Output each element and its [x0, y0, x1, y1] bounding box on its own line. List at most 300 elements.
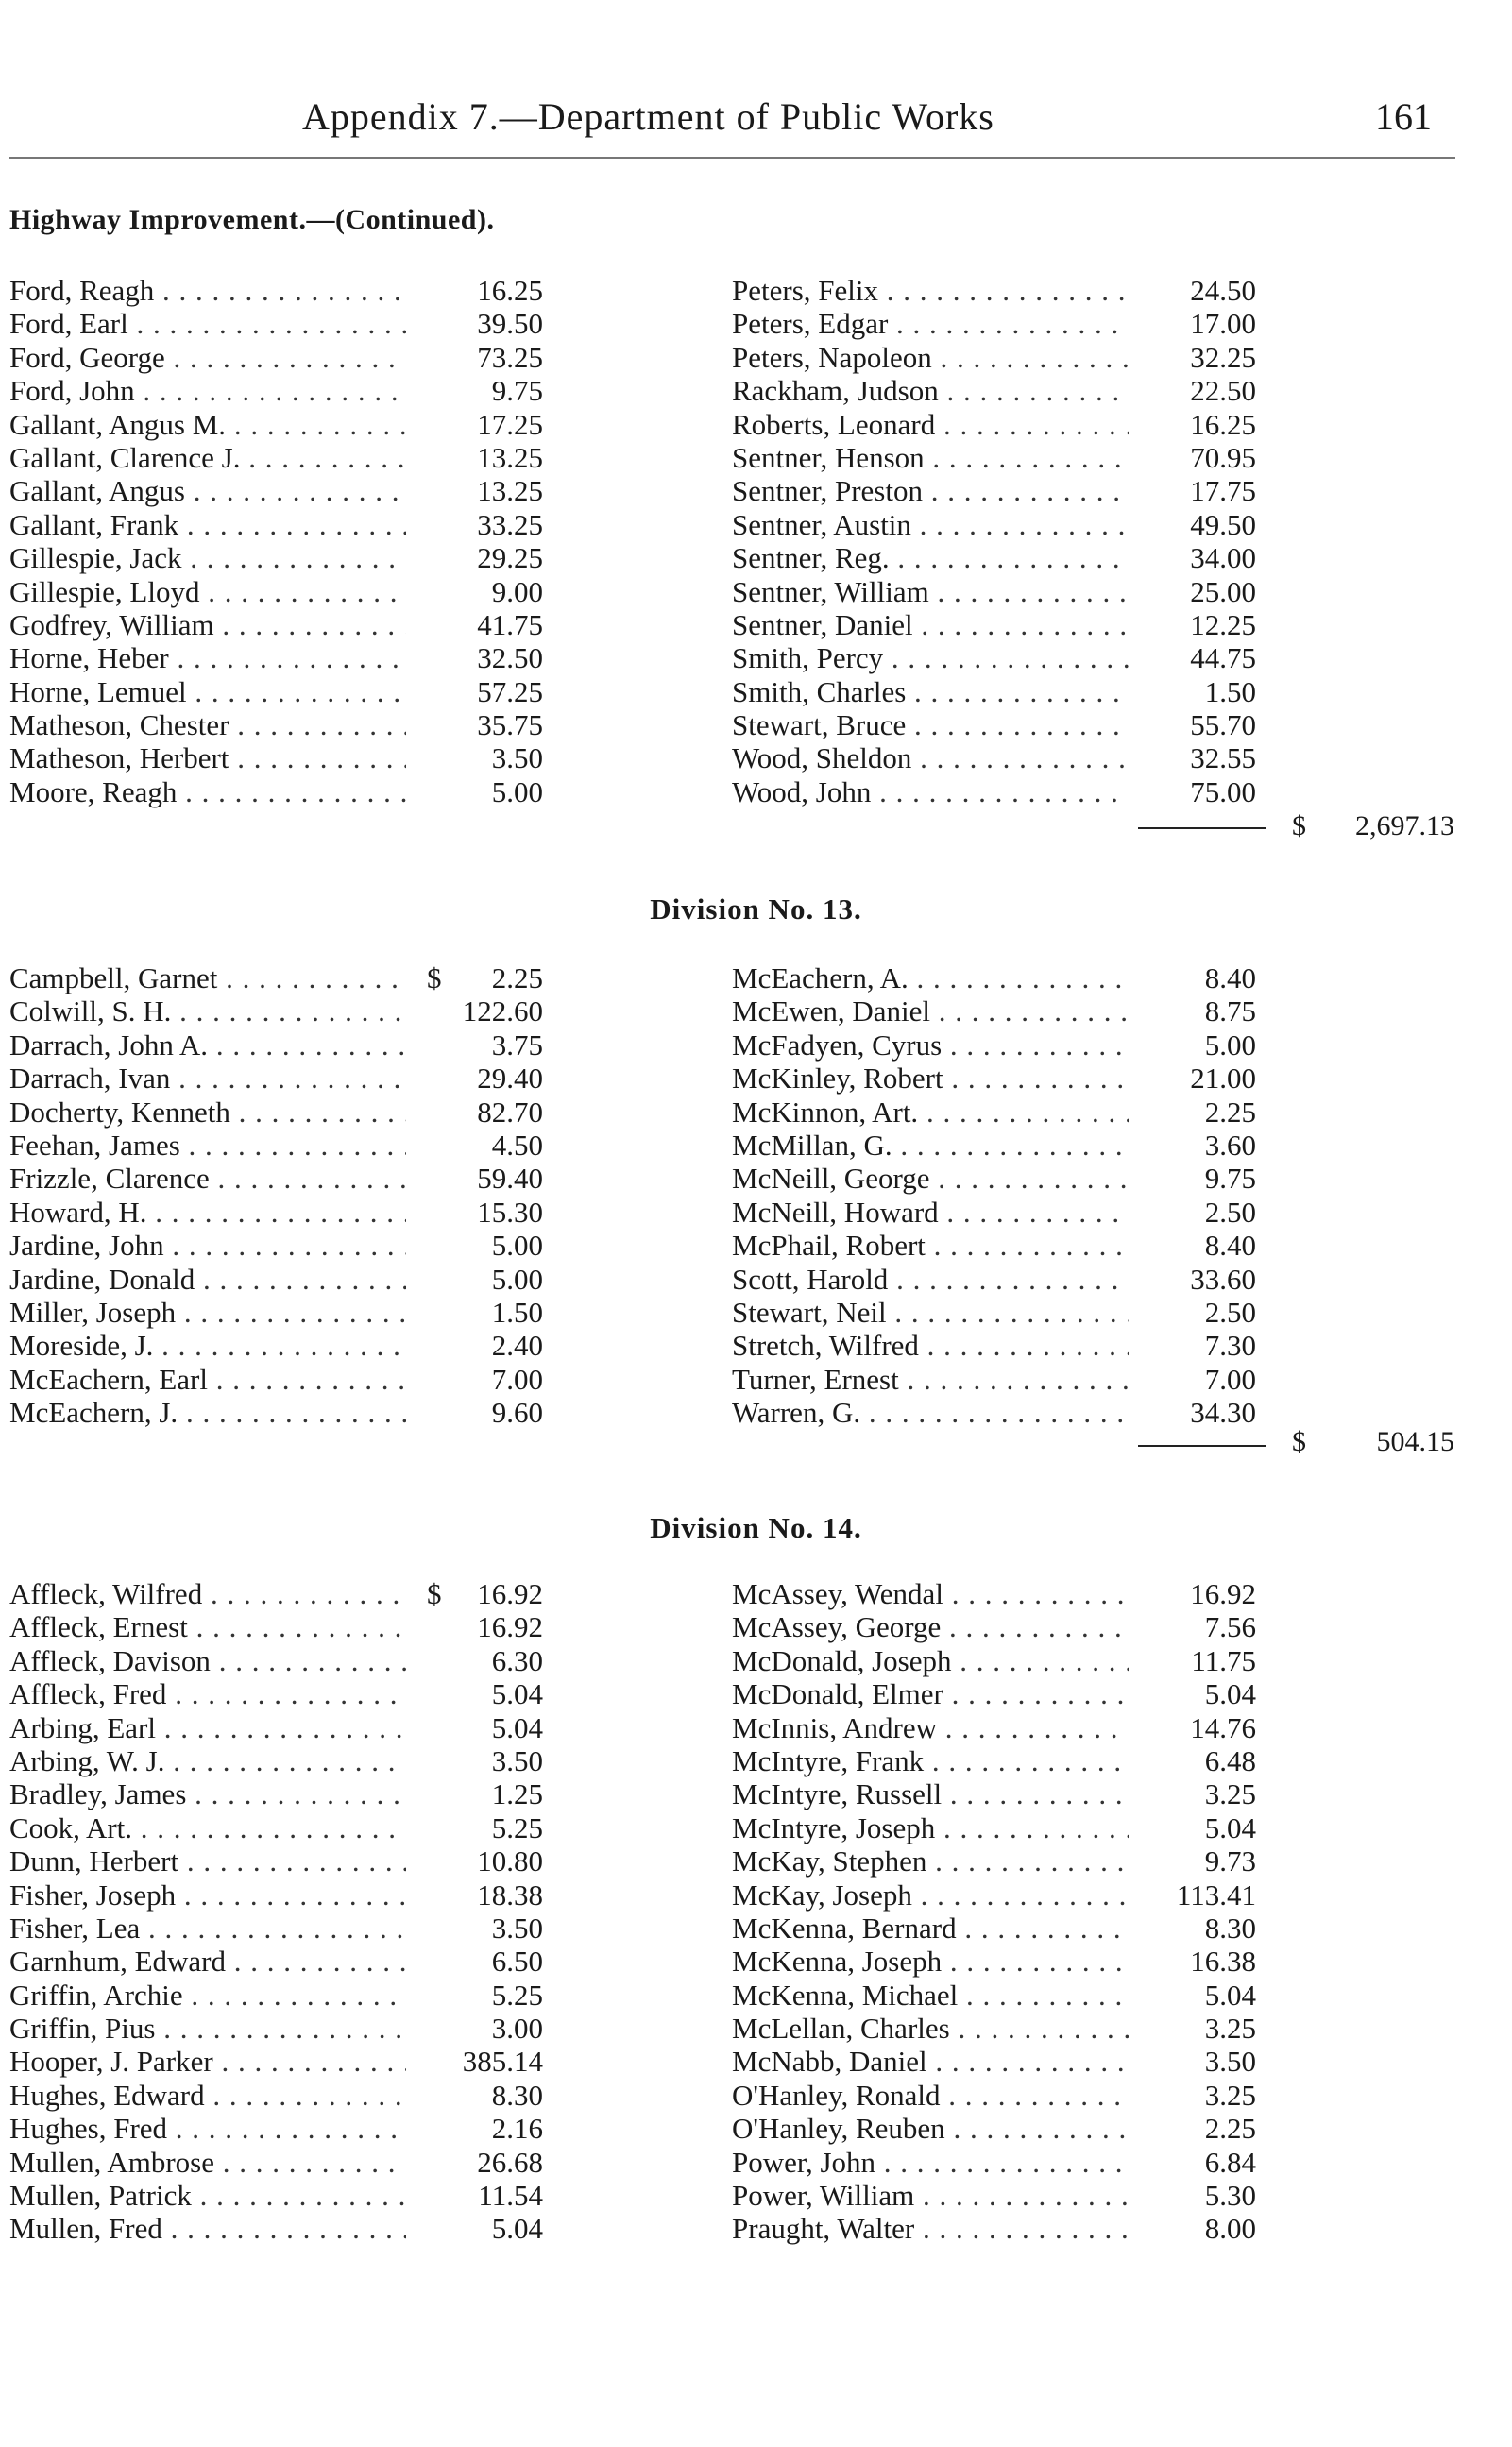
payment-amount: 34.00: [1190, 541, 1256, 575]
payee-name: Miller, Joseph . . .: [9, 1296, 406, 1329]
payee-name: Horne, Heber . . .: [9, 641, 406, 674]
payee-name: Praught, Walter . . .: [732, 2212, 1129, 2245]
payee-name: Cook, Art. . . .: [9, 1811, 406, 1844]
list-item: [9, 1129, 552, 1162]
payment-amount: 17.00: [1190, 307, 1256, 341]
payment-amount: 6.50: [491, 1945, 543, 1979]
payment-amount: 9.60: [491, 1396, 543, 1430]
list-item: [9, 1711, 552, 1744]
payee-name: McNabb, Daniel . . .: [732, 2045, 1129, 2078]
subtotal-rule: [1138, 1445, 1266, 1447]
payment-amount: 29.40: [477, 1062, 543, 1096]
list-item: [732, 1028, 1266, 1062]
total-dollar-sign: $: [1292, 1426, 1306, 1457]
payee-name: Hooper, J. Parker . . .: [9, 2045, 406, 2078]
list-item: [9, 508, 552, 541]
list-item: [9, 1610, 552, 1643]
total-dollar-sign: $: [1292, 810, 1306, 841]
payment-amount: 14.76: [1190, 1710, 1256, 1744]
payee-name: McDonald, Joseph . . .: [732, 1644, 1129, 1677]
payment-amount: 32.55: [1190, 741, 1256, 775]
payment-amount: 5.25: [491, 1978, 543, 2012]
payee-name: Hughes, Fred . . .: [9, 2112, 406, 2145]
payee-name: Griffin, Pius . . .: [9, 2012, 406, 2045]
payee-name: McLellan, Charles . . .: [732, 2012, 1129, 2045]
payment-amount: 8.40: [1204, 1229, 1256, 1263]
payee-name: Ford, Reagh . . .: [9, 274, 406, 307]
list-item: [732, 1096, 1266, 1129]
payee-name: Sentner, Henson . . .: [732, 441, 1129, 474]
list-item: [732, 608, 1266, 641]
payment-amount: 35.75: [477, 708, 543, 742]
payee-name: McNeill, George . . .: [732, 1162, 1129, 1195]
payee-name: McDonald, Elmer . . .: [732, 1677, 1129, 1710]
payment-amount: 24.50: [1190, 274, 1256, 307]
list-item: [732, 1844, 1266, 1878]
list-item: [9, 274, 552, 307]
payment-amount: 16.92: [477, 1610, 543, 1644]
list-item: [9, 2012, 552, 2045]
list-item: [9, 1644, 552, 1677]
list-item: [732, 1979, 1266, 2012]
list-item: [9, 474, 552, 507]
payee-name: Feehan, James . . .: [9, 1129, 406, 1162]
list-item: [732, 1711, 1266, 1744]
payment-amount: 8.30: [1204, 1911, 1256, 1945]
payment-amount: 33.60: [1190, 1262, 1256, 1296]
list-item: [9, 1028, 552, 1062]
payment-amount: 5.00: [491, 774, 543, 808]
payee-name: Garnhum, Edward . . .: [9, 1945, 406, 1978]
payment-amount: 70.95: [1190, 440, 1256, 474]
payment-amount: 7.00: [491, 1362, 543, 1396]
total-amount: 2,697.13: [1355, 810, 1454, 841]
payee-name: Stretch, Wilfred . . .: [732, 1329, 1129, 1362]
payee-name: McKenna, Bernard . . .: [732, 1912, 1129, 1945]
payment-amount: 44.75: [1190, 641, 1256, 675]
list-item: [732, 1610, 1266, 1643]
payee-name: McKenna, Michael . . .: [732, 1979, 1129, 2012]
payee-name: Matheson, Chester . . .: [9, 708, 406, 741]
list-item: [732, 1644, 1266, 1677]
payment-amount: 8.30: [491, 2078, 543, 2112]
payment-amount: 13.25: [477, 474, 543, 508]
left-column: [9, 1577, 552, 2246]
list-item: [732, 1744, 1266, 1777]
payee-name: Wood, Sheldon . . .: [732, 741, 1129, 774]
payee-name: Docherty, Kenneth . . .: [9, 1096, 406, 1129]
list-item: [732, 1196, 1266, 1229]
payment-amount: 9.73: [1204, 1844, 1256, 1878]
payment-amount: 5.25: [491, 1810, 543, 1844]
payment-amount: 55.70: [1190, 708, 1256, 742]
payment-amount: 5.04: [491, 1677, 543, 1711]
division-total: [1292, 810, 1454, 844]
payee-name: Scott, Harold . . .: [732, 1263, 1129, 1296]
payment-amount: 25.00: [1190, 574, 1256, 608]
list-item: [9, 2045, 552, 2078]
payee-name: Stewart, Bruce . . .: [732, 708, 1129, 741]
payee-name: Matheson, Herbert . . .: [9, 741, 406, 774]
payee-name: Griffin, Archie . . .: [9, 1979, 406, 2012]
payee-name: McIntyre, Frank . . .: [732, 1744, 1129, 1777]
list-item: [732, 2179, 1266, 2212]
list-item: [9, 2079, 552, 2112]
list-item: [732, 1363, 1266, 1396]
list-item: [732, 2146, 1266, 2179]
page-number: 161: [1375, 95, 1432, 138]
list-item: [732, 541, 1266, 574]
payee-name: Hughes, Edward . . .: [9, 2079, 406, 2112]
list-item: [732, 1811, 1266, 1844]
list-item: [732, 1162, 1266, 1195]
list-item: [732, 1878, 1266, 1912]
payee-name: McKay, Joseph . . .: [732, 1878, 1129, 1912]
payment-amount: 2.25: [1204, 1095, 1256, 1129]
payment-amount: 7.56: [1204, 1610, 1256, 1644]
list-item: [732, 307, 1266, 340]
list-item: [732, 1577, 1266, 1610]
list-item: [732, 741, 1266, 774]
payment-amount: 16.25: [477, 274, 543, 307]
payee-name: McFadyen, Cyrus . . .: [732, 1028, 1129, 1062]
payment-amount: 2.50: [1204, 1295, 1256, 1329]
payment-amount: 3.75: [491, 1028, 543, 1062]
payee-name: Jardine, Donald . . .: [9, 1263, 406, 1296]
payee-name: McEachern, A. . . .: [732, 961, 1129, 994]
payee-name: McKenna, Joseph . . .: [732, 1945, 1129, 1978]
list-item: [9, 708, 552, 741]
payment-amount: 5.04: [1204, 1978, 1256, 2012]
list-item: [9, 1577, 552, 1610]
list-item: [732, 2045, 1266, 2078]
payment-amount: 3.25: [1204, 1777, 1256, 1811]
payee-name: Roberts, Leonard . . .: [732, 408, 1129, 441]
list-item: [732, 1296, 1266, 1329]
payee-name: Darrach, Ivan . . .: [9, 1062, 406, 1095]
payee-name: Mullen, Patrick . . .: [9, 2179, 406, 2212]
payee-name: McIntyre, Russell . . .: [732, 1777, 1129, 1810]
list-item: [732, 1945, 1266, 1978]
list-item: [9, 1162, 552, 1195]
payment-amount: 3.00: [491, 2012, 543, 2046]
payment-amount: 5.30: [1204, 2179, 1256, 2213]
payment-amount: 4.50: [491, 1128, 543, 1162]
right-column: [732, 274, 1266, 808]
payee-name: Peters, Edgar . . .: [732, 307, 1129, 340]
list-item: [9, 1844, 552, 1878]
list-item: [9, 1811, 552, 1844]
payee-name: Campbell, Garnet . . .: [9, 961, 406, 994]
payment-amount: 7.00: [1204, 1362, 1256, 1396]
payment-amount: 5.04: [1204, 1677, 1256, 1711]
list-item: [9, 675, 552, 708]
payee-name: Colwill, S. H. . . .: [9, 994, 406, 1028]
payment-amount: 13.25: [477, 440, 543, 474]
payee-name: Power, William . . .: [732, 2179, 1129, 2212]
payment-amount: 33.25: [477, 507, 543, 541]
list-item: [9, 1744, 552, 1777]
payee-name: Ford, George . . .: [9, 341, 406, 374]
list-item: [732, 1677, 1266, 1710]
payment-amount: 10.80: [477, 1844, 543, 1878]
payee-name: Frizzle, Clarence . . .: [9, 1162, 406, 1195]
list-item: [732, 1263, 1266, 1296]
payee-name: McKinnon, Art. . . .: [732, 1096, 1129, 1129]
header-rule: [9, 157, 1455, 159]
payment-amount: 8.75: [1204, 994, 1256, 1028]
payee-name: Peters, Felix . . .: [732, 274, 1129, 307]
list-item: [732, 341, 1266, 374]
list-item: [732, 1777, 1266, 1810]
payment-amount: 32.50: [477, 641, 543, 675]
page-header: [0, 94, 1512, 151]
list-item: [732, 575, 1266, 608]
payment-amount: 75.00: [1190, 774, 1256, 808]
list-item: [9, 1396, 552, 1429]
section-title: Highway Improvement.—(Continued).: [9, 204, 495, 235]
list-item: [732, 2112, 1266, 2145]
list-item: [9, 1296, 552, 1329]
list-item: [9, 307, 552, 340]
payment-amount: 26.68: [477, 2145, 543, 2179]
payee-name: Smith, Percy . . .: [732, 641, 1129, 674]
payee-name: Howard, H. . . .: [9, 1196, 406, 1229]
payment-amount: 3.50: [1204, 2045, 1256, 2079]
list-item: [732, 775, 1266, 808]
list-item: [9, 1096, 552, 1129]
list-item: [9, 2112, 552, 2145]
list-item: [9, 741, 552, 774]
payment-amount: 15.30: [477, 1195, 543, 1229]
payee-name: Warren, G. . . .: [732, 1396, 1129, 1429]
payment-amount: 2.16: [491, 2112, 543, 2146]
payee-name: O'Hanley, Reuben . . .: [732, 2112, 1129, 2145]
payment-amount: 3.60: [1204, 1128, 1256, 1162]
payment-amount: 17.25: [477, 407, 543, 441]
payee-name: McNeill, Howard . . .: [732, 1196, 1129, 1229]
payment-amount: 5.04: [491, 2212, 543, 2246]
payment-amount: 1.25: [491, 1777, 543, 1811]
list-item: [9, 1363, 552, 1396]
payee-name: McKay, Stephen . . .: [732, 1844, 1129, 1878]
payment-amount: 73.25: [477, 340, 543, 374]
payee-name: Fisher, Joseph . . .: [9, 1878, 406, 1912]
payee-name: Sentner, Preston . . .: [732, 474, 1129, 507]
payment-amount: 11.54: [478, 2179, 543, 2213]
list-item: [9, 994, 552, 1028]
list-item: [9, 2146, 552, 2179]
list-item: [732, 961, 1266, 994]
list-item: [9, 575, 552, 608]
right-column: [732, 961, 1266, 1429]
list-item: [732, 2012, 1266, 2045]
payment-amount: 5.04: [491, 1710, 543, 1744]
payee-name: Stewart, Neil . . .: [732, 1296, 1129, 1329]
payee-name: McEachern, Earl . . .: [9, 1363, 406, 1396]
payee-name: McEachern, J. . . .: [9, 1396, 406, 1429]
list-item: [9, 641, 552, 674]
payment-amount: 22.50: [1190, 374, 1256, 408]
payee-name: Moreside, J. . . .: [9, 1329, 406, 1362]
payee-name: Horne, Lemuel . . .: [9, 675, 406, 708]
payment-amount: 29.25: [477, 541, 543, 575]
list-item: [9, 1777, 552, 1810]
payee-name: Ford, Earl . . .: [9, 307, 406, 340]
payment-amount: 16.38: [1190, 1945, 1256, 1979]
subtotal-rule: [1138, 827, 1266, 829]
payee-name: Affleck, Davison . . .: [9, 1644, 406, 1677]
list-item: [9, 2179, 552, 2212]
payment-amount: 3.25: [1204, 2078, 1256, 2112]
payee-name: Peters, Napoleon . . .: [732, 341, 1129, 374]
payee-name: Wood, John . . .: [732, 775, 1129, 808]
list-item: [9, 608, 552, 641]
payee-name: Affleck, Wilfred . . .: [9, 1577, 406, 1610]
payee-name: Gallant, Angus M. . . .: [9, 408, 406, 441]
payment-amount: 6.30: [491, 1643, 543, 1677]
list-item: [9, 1912, 552, 1945]
list-item: [732, 994, 1266, 1028]
payee-name: Gallant, Clarence J. . . .: [9, 441, 406, 474]
list-item: [732, 1129, 1266, 1162]
payment-amount: 1.50: [491, 1295, 543, 1329]
left-column: [9, 961, 552, 1429]
total-amount: 504.15: [1376, 1426, 1454, 1457]
list-item: [732, 374, 1266, 407]
running-title: Appendix 7.—Department of Public Works: [302, 95, 994, 138]
payment-amount: 122.60: [462, 994, 543, 1028]
payee-name: Rackham, Judson . . .: [732, 374, 1129, 407]
payment-amount: 11.75: [1191, 1643, 1256, 1677]
payment-amount: 16.92: [477, 1577, 543, 1610]
payment-amount: 5.00: [491, 1229, 543, 1263]
payment-amount: 39.50: [477, 307, 543, 341]
payment-amount: 3.25: [1204, 2012, 1256, 2046]
payee-name: Arbing, W. J. . . .: [9, 1744, 406, 1777]
payee-name: Sentner, Austin . . .: [732, 508, 1129, 541]
list-item: [732, 1229, 1266, 1262]
payment-amount: 9.75: [1204, 1162, 1256, 1196]
payee-name: Smith, Charles . . .: [732, 675, 1129, 708]
payment-amount: 32.25: [1190, 340, 1256, 374]
payment-amount: 5.00: [491, 1262, 543, 1296]
payee-name: Darrach, John A. . . .: [9, 1028, 406, 1062]
list-item: [9, 341, 552, 374]
payee-name: Dunn, Herbert . . .: [9, 1844, 406, 1878]
payee-name: Ford, John . . .: [9, 374, 406, 407]
payee-name: Bradley, James . . .: [9, 1777, 406, 1810]
list-item: [9, 1979, 552, 2012]
payment-amount: 49.50: [1190, 507, 1256, 541]
payee-name: Sentner, Reg. . . .: [732, 541, 1129, 574]
list-item: [732, 2212, 1266, 2245]
payee-name: McAssey, George . . .: [732, 1610, 1129, 1643]
payee-name: McAssey, Wendal . . .: [732, 1577, 1129, 1610]
payment-amount: 2.25: [491, 961, 543, 994]
list-item: [732, 1062, 1266, 1095]
list-item: [9, 1329, 552, 1362]
payment-amount: 2.40: [491, 1329, 543, 1363]
payment-amount: 5.00: [1204, 1028, 1256, 1062]
list-item: [732, 708, 1266, 741]
list-item: [732, 2079, 1266, 2112]
list-item: [732, 508, 1266, 541]
payee-name: McIntyre, Joseph . . .: [732, 1811, 1129, 1844]
payment-amount: 1.50: [1204, 674, 1256, 708]
list-item: [9, 1062, 552, 1095]
list-item: [732, 641, 1266, 674]
payment-amount: 16.25: [1190, 407, 1256, 441]
payment-amount: 34.30: [1190, 1396, 1256, 1430]
payment-amount: 5.04: [1204, 1810, 1256, 1844]
list-item: [9, 1229, 552, 1262]
list-item: [732, 474, 1266, 507]
list-item: [732, 274, 1266, 307]
payee-name: Gallant, Angus . . .: [9, 474, 406, 507]
payment-amount: 385.14: [462, 2045, 543, 2079]
payment-amount: 8.00: [1204, 2212, 1256, 2246]
list-item: [9, 1677, 552, 1710]
right-column: [732, 1577, 1266, 2246]
list-item: [9, 408, 552, 441]
list-item: [732, 1396, 1266, 1429]
payee-name: Power, John . . .: [732, 2146, 1129, 2179]
payment-amount: 21.00: [1190, 1062, 1256, 1096]
payee-name: Jardine, John . . .: [9, 1229, 406, 1262]
payment-amount: 3.50: [491, 1743, 543, 1777]
division-heading: Division No. 14.: [650, 1511, 862, 1544]
payee-name: McKinley, Robert . . .: [732, 1062, 1129, 1095]
division-heading: Division No. 13.: [650, 892, 862, 926]
list-item: [9, 441, 552, 474]
payee-name: McEwen, Daniel . . .: [732, 994, 1129, 1028]
payment-amount: 7.30: [1204, 1329, 1256, 1363]
payee-name: Affleck, Ernest . . .: [9, 1610, 406, 1643]
list-item: [9, 541, 552, 574]
division-total: [1292, 1426, 1454, 1460]
list-item: [9, 1878, 552, 1912]
payee-name: McMillan, G. . . .: [732, 1129, 1129, 1162]
payment-amount: 2.50: [1204, 1195, 1256, 1229]
payee-name: Sentner, William . . .: [732, 575, 1129, 608]
dollar-sign: $: [427, 1577, 442, 1610]
payment-amount: 6.48: [1204, 1743, 1256, 1777]
payee-name: Mullen, Ambrose . . .: [9, 2146, 406, 2179]
payment-amount: 57.25: [477, 674, 543, 708]
payment-amount: 113.41: [1176, 1878, 1256, 1912]
payment-amount: 8.40: [1204, 961, 1256, 994]
payee-name: Gallant, Frank . . .: [9, 508, 406, 541]
payee-name: Arbing, Earl . . .: [9, 1711, 406, 1744]
payee-name: Mullen, Fred . . .: [9, 2212, 406, 2245]
payment-amount: 6.84: [1204, 2145, 1256, 2179]
payment-amount: 9.00: [491, 574, 543, 608]
payee-name: Fisher, Lea . . .: [9, 1912, 406, 1945]
payment-amount: 17.75: [1190, 474, 1256, 508]
list-item: [9, 374, 552, 407]
list-item: [732, 441, 1266, 474]
payee-name: McInnis, Andrew . . .: [732, 1711, 1129, 1744]
list-item: [732, 675, 1266, 708]
list-item: [732, 1329, 1266, 1362]
list-item: [9, 961, 552, 994]
payee-name: Gillespie, Lloyd . . .: [9, 575, 406, 608]
payment-amount: 12.25: [1190, 607, 1256, 641]
list-item: [9, 1196, 552, 1229]
left-column: [9, 274, 552, 808]
dollar-sign: $: [427, 961, 442, 994]
